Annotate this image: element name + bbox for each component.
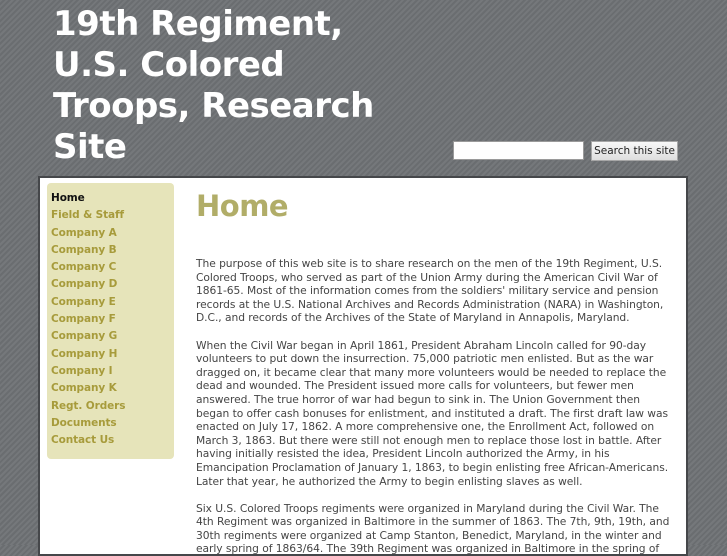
nav-link-company-a[interactable]: Company A	[51, 226, 117, 239]
search-button[interactable]: Search this site	[591, 141, 678, 161]
nav-link-company-d[interactable]: Company D	[51, 278, 118, 291]
nav-item-company-d	[51, 272, 174, 289]
nav-link-contact-us[interactable]: Contact Us	[51, 434, 115, 447]
nav-item-contact-us	[51, 428, 174, 445]
nav-link-regt-orders[interactable]: Regt. Orders	[51, 399, 126, 412]
nav-link-home[interactable]: Home	[51, 192, 85, 204]
nav-item-company-g	[51, 324, 174, 341]
intro-paragraph: The purpose of this web site is to share research on the men of the 19th Regiment, U.S. Colored Troops, who served as part of the Union Army during the American Civil War of 1861-65. Most of the information comes from the soldiers' military service and pension records at the U.S. National Archives and Records Administration (NARA) in Washington, D.C., and records of the Archives of the State of Maryland in Annapolis, Maryland.	[196, 257, 664, 325]
regiments-paragraph: Six U.S. Colored Troops regiments were organized in Maryland during the Civil War. The 4th Regiment was organized in Baltimore in the summer of 1863. The 7th, 9th, 19th, and 30th regiments were organized at Camp Stanton, Benedict, Maryland, in the winter and early spring of 1863/64. The 39th Regiment was organized in Baltimore in the spring of	[196, 501, 670, 556]
content-panel	[38, 176, 688, 556]
main-content	[196, 178, 676, 556]
site-title: 19th Regiment, U.S. Colored Troops, Research Site	[53, 4, 374, 167]
nav-item-company-c	[51, 255, 174, 272]
nav-item-company-f	[51, 307, 174, 324]
page-title: Home	[196, 189, 289, 223]
nav-link-company-k[interactable]: Company K	[51, 382, 117, 395]
nav-link-company-b[interactable]: Company B	[51, 243, 117, 256]
nav-item-field-staff	[51, 203, 174, 220]
nav-list	[47, 183, 174, 445]
nav-item-company-k	[51, 376, 174, 393]
search-input[interactable]	[453, 141, 584, 160]
nav-link-company-h[interactable]: Company H	[51, 347, 118, 360]
nav-item-company-h	[51, 342, 174, 359]
nav-item-regt-orders	[51, 394, 174, 411]
nav-item-documents	[51, 411, 174, 428]
nav-item-company-a	[51, 221, 174, 238]
history-paragraph: When the Civil War began in April 1861, President Abraham Lincoln called for 90-day volunteers to put down the insurrection. 75,000 patriotic men enlisted. But as the war dragged on, it became clear that many more volunteers would be needed to replace the dead and wounded. The President issued more calls for volunteers, but fewer men answered. The true horror of war had begun to sink in. The Union Government then began to offer cash bonuses for enlistment, and instituted a draft. The first draft law was enacted on July 17, 1862. A more comprehensive one, the Enrollment Act, followed on March 3, 1863. But there were still not enough men to replace those lost in battle. After having initially resisted the idea, President Lincoln authorized the Army, in his Emancipation Proclamation of January 1, 1863, to begin enlisting free African-Americans. Later that year, he authorized the Army to begin enlisting slaves as well.	[196, 338, 669, 488]
sidebar-nav	[47, 183, 174, 459]
nav-link-company-i[interactable]: Company I	[51, 364, 113, 377]
nav-link-documents[interactable]: Documents	[51, 416, 117, 429]
nav-link-company-g[interactable]: Company G	[51, 330, 118, 343]
nav-item-company-e	[51, 290, 174, 307]
nav-item-company-b	[51, 238, 174, 255]
nav-item-home	[51, 186, 174, 203]
nav-link-company-c[interactable]: Company C	[51, 261, 117, 274]
nav-link-company-e[interactable]: Company E	[51, 295, 116, 308]
nav-link-field-staff[interactable]: Field & Staff	[51, 209, 124, 222]
nav-link-company-f[interactable]: Company F	[51, 313, 116, 326]
